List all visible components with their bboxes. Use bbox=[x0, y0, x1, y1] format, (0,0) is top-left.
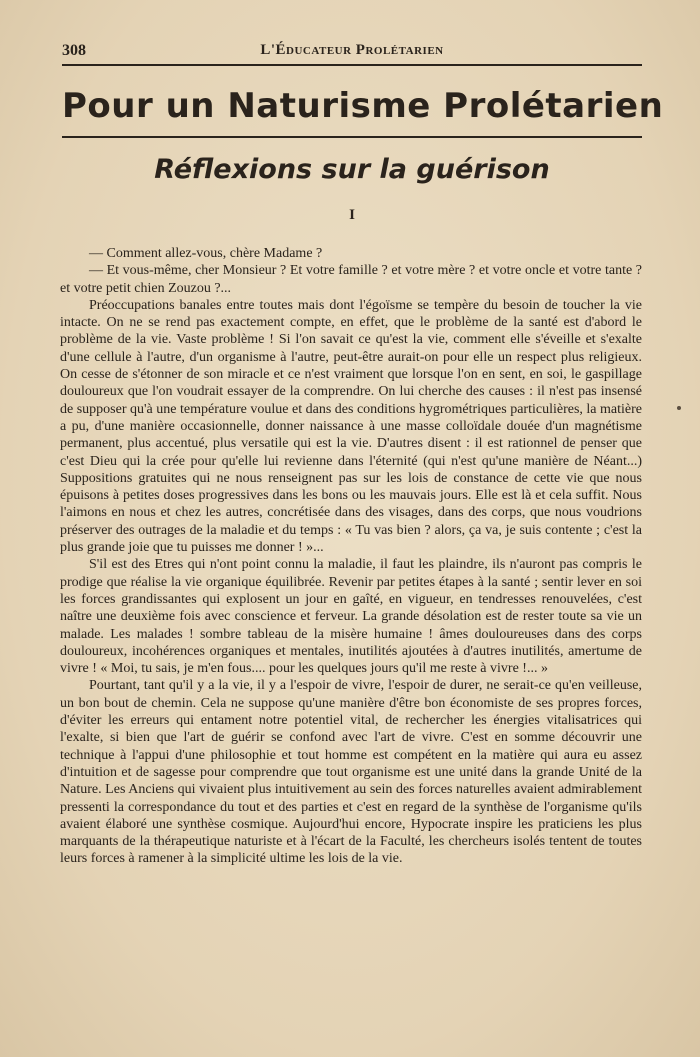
ink-speck bbox=[677, 406, 681, 410]
paragraph: — Et vous-même, cher Monsieur ? Et votre famille ? et votre mère ? et votre oncle et votre tante ? et votre petit chien Zouzou ?... bbox=[60, 263, 642, 296]
section-number: I bbox=[349, 207, 355, 223]
article-subtitle: Réflexions sur la guérison bbox=[154, 154, 550, 185]
paragraph: Préoccupations banales entre toutes mais dont l'égoïsme se tempère du besoin de toucher la vie intacte. On ne se rend pas exactement compte, en effet, que le problème de la santé est d'abord le problème de la vie. Vaste problème ! Si l'on savait ce qu'est la vie, comment elle s'éveille et s'exalte d'une cellule à l'autre, d'un organisme à l'autre, peut-être aurait-on pour elle un respect plus religieux. On cesse de s'étonner de son miracle et ce n'est vraiment que lorsque l'on en sent, en soi, le gaspillage douloureux que l'on voudrait essayer de la comprendre. On lui cherche des causes : il n'est pas insensé de supposer qu'à une température voulue et dans des conditions hygrométriques particulières, la matière a pu, d'une manière occasionnelle, donner naissance à une masse colloïdale douée d'un magnétisme permanent, plus accentué, plus versatile qui est la vie. D'autres disent : il est rationnel de penser que c'est Dieu qui la crée pour qu'elle lui revienne dans l'éternité (qui n'est qu'une manière de Néant...) Suppositions gratuites qui ne nous renseignent pas sur les lois de constance de cette vie que nous épuisons à petites doses progressives dans les bons ou les mauvais jours. Elle est là et cela suffit. Nous l'aimons en nous et chez les autres, concrétisée dans des visages, dans des corps, que nous voudrions préserver des outrages de la maladie et du temps : « Tu vas bien ? alors, ça va, je suis contente ; c'est la plus grande joie que tu puisses me donner ! »... bbox=[60, 297, 642, 556]
running-header bbox=[62, 36, 642, 66]
article-title: Pour un Naturisme Prolétarien bbox=[62, 86, 664, 126]
paragraph: S'il est des Etres qui n'ont point connu la maladie, il faut les plaindre, ils n'auront pas compris le prodige que réalise la vie organique équilibrée. Revenir par petites étapes à la santé ; sentir lever en soi les forces grandissantes qui explosent un jour en gaîté, en vigueur, en tendresses renouvelées, c'est naître une deuxième fois avec conscience et ferveur. La grande désolation est de rester toute sa vie un malade. Les malades ! sombre tableau de la misère humaine ! âmes douloureuses dans des corps douloureux, incohérences organiques et mentales, inutilités ajoutées à d'autres inutilités, amertume de vivre ! « Moi, tu sais, je m'en fous.... pour les quelques jours qu'il me reste à vivre !... » bbox=[60, 557, 642, 677]
article-body bbox=[60, 245, 642, 868]
page-number: 308 bbox=[62, 42, 86, 59]
paragraph: Pourtant, tant qu'il y a la vie, il y a l'espoir de vivre, l'espoir de durer, ne serait-ce qu'en veilleuse, un bon bout de chemin. Cela ne suppose qu'une manière d'être bon économiste de ses propres forces, d'éviter les erreurs qui entament notre potentiel vital, de rechercher les énergies vitalisatrices qui l'exalte, si bien que l'art de guérir se confond avec l'art de vivre. C'est en somme découvrir une technique à l'appui d'une philosophie et tout homme est compétent en la matière qui aura eu assez d'intuition et de sagesse pour comprendre que tout organisme est une unité dans la grande Unité de la Nature. Les Anciens qui vivaient plus intuitivement au sein des forces naturelles avaient admirablement pressenti la correspondance du tout et des parties et c'est en regard de la synthèse de l'organisme qu'ils avaient élaboré une synthèse cosmique. Aujourd'hui encore, Hypocrate inspire les praticiens les plus marquants de la thérapeutique naturiste et à l'écart de la Faculté, les chercheurs isolés tentent de toutes leurs forces à ramener à la simplicité ultime les lois de la vie. bbox=[60, 678, 642, 867]
paragraph: — Comment allez-vous, chère Madame ? bbox=[89, 246, 323, 261]
title-block bbox=[62, 80, 664, 138]
running-title: L'Éducateur Prolétarien bbox=[260, 42, 444, 58]
